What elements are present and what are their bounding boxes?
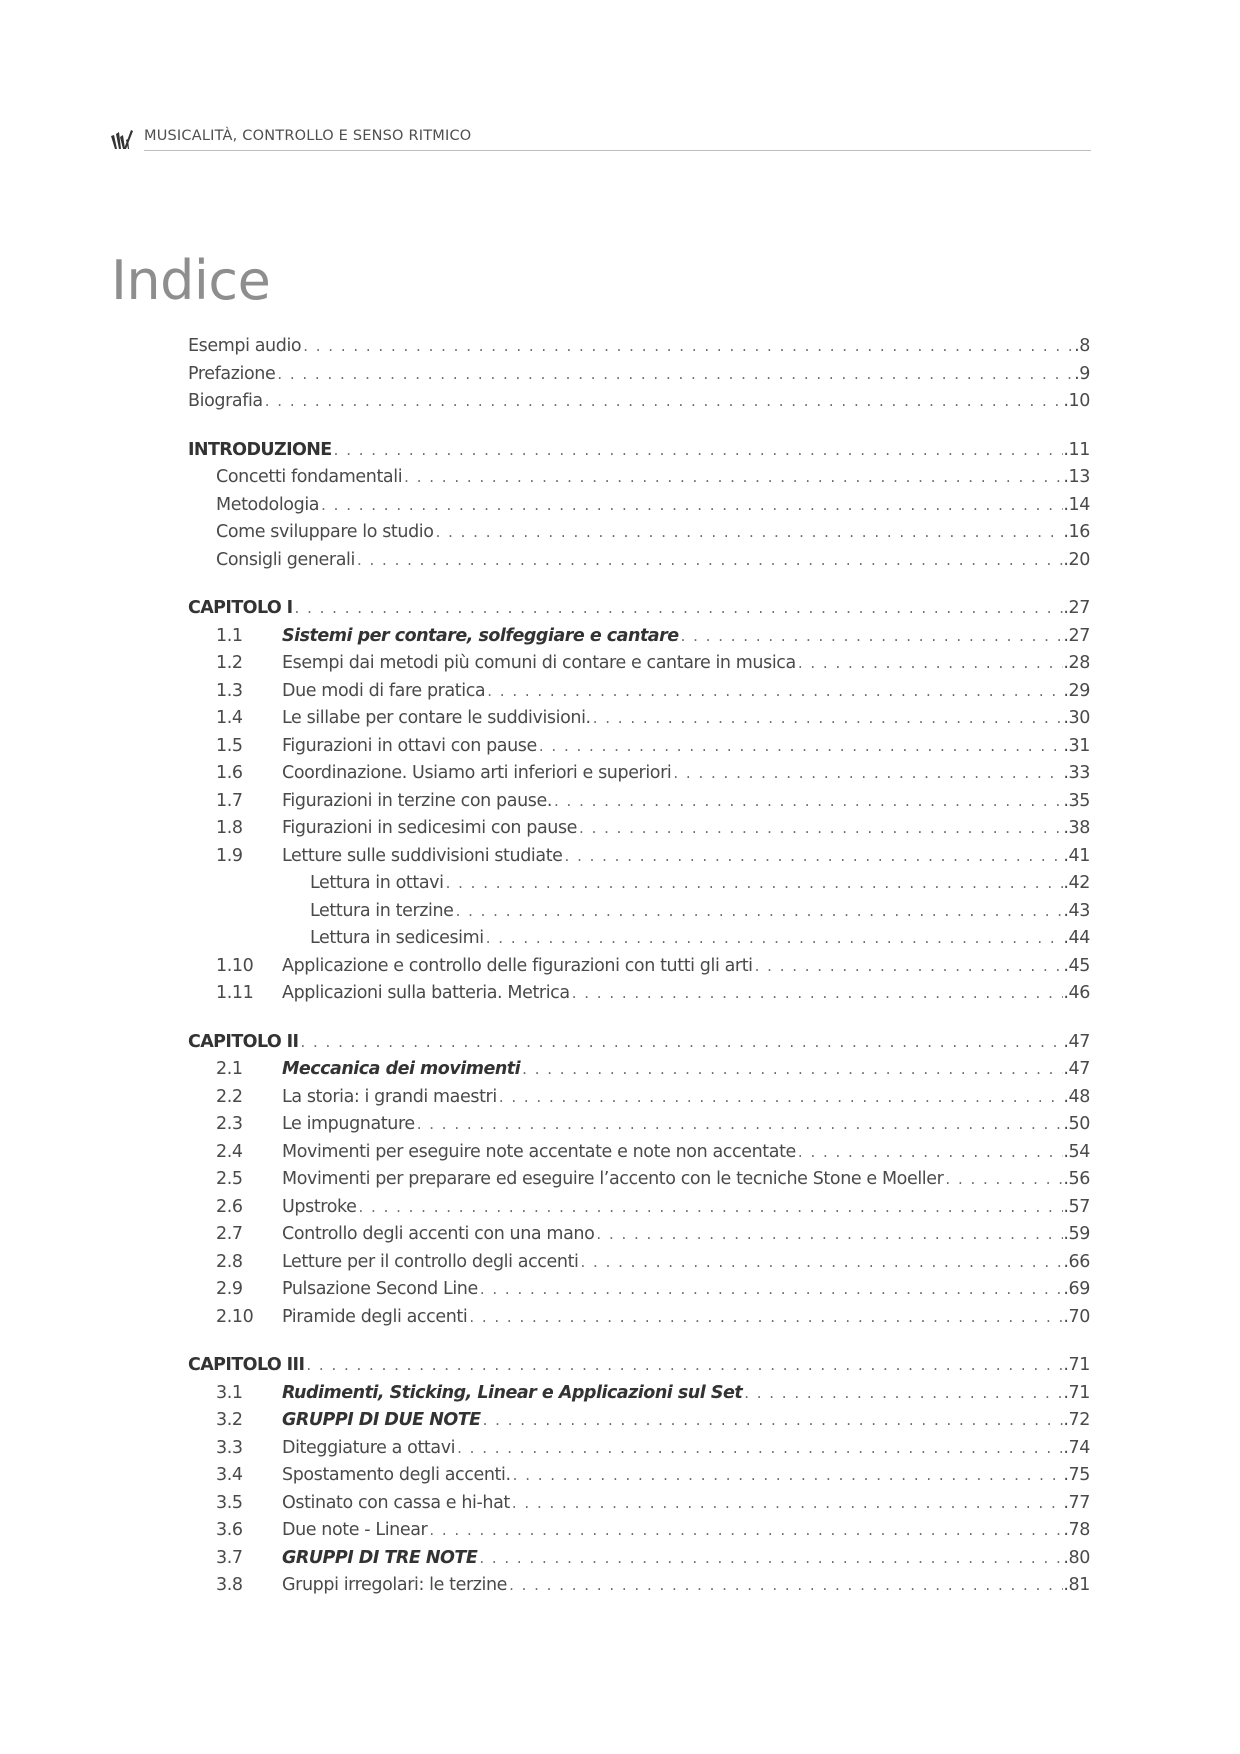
toc-entry-label: GRUPPI DI DUE NOTE — [282, 1410, 481, 1430]
toc-entry-label: Upstroke — [282, 1196, 357, 1217]
toc-dot-leader — [796, 1139, 1063, 1167]
toc-dot-leader — [427, 1517, 1063, 1545]
toc-chapter-row — [188, 595, 1090, 623]
toc-dot-leader — [481, 1407, 1064, 1435]
toc-entry-label: INTRODUZIONE — [188, 439, 332, 460]
toc-entry-row — [188, 547, 1090, 575]
toc-entry-row — [188, 843, 1090, 871]
toc-group — [188, 595, 1090, 1008]
toc-page-number: .42 — [1063, 873, 1090, 893]
toc-entry-label: Piramide degli accenti — [282, 1306, 468, 1327]
toc-entry-label: CAPITOLO II — [188, 1031, 299, 1052]
toc-dot-leader — [510, 1490, 1063, 1518]
toc-dot-leader — [485, 678, 1063, 706]
toc-entry-label: Biografia — [188, 391, 263, 411]
toc-page-number: .81 — [1063, 1575, 1090, 1595]
toc-entry-row — [188, 788, 1090, 816]
toc-entry-row — [188, 898, 1090, 926]
toc-page-number: .8 — [1074, 336, 1090, 356]
toc-dot-leader — [796, 650, 1064, 678]
toc-entry-row — [188, 760, 1090, 788]
toc-entry-label: Prefazione — [188, 363, 276, 384]
toc-entry-label: CAPITOLO III — [188, 1355, 305, 1375]
toc-page-number: .46 — [1063, 983, 1090, 1003]
toc-page-number: .56 — [1063, 1169, 1090, 1189]
toc-entry-row — [188, 1407, 1090, 1435]
toc-section-number: 1.4 — [216, 708, 243, 728]
toc-dot-leader — [301, 333, 1074, 361]
toc-page-number: .71 — [1063, 1355, 1090, 1375]
toc-section-number: 2.3 — [216, 1114, 243, 1134]
toc-entry-row — [188, 1139, 1090, 1167]
toc-section-number: 3.3 — [216, 1437, 243, 1458]
toc-page-number: .59 — [1063, 1224, 1090, 1244]
toc-section-number: 2.2 — [216, 1086, 243, 1107]
toc-section-number: 2.6 — [216, 1196, 243, 1217]
toc-entry-label: Due note - Linear — [282, 1520, 428, 1540]
toc-dot-leader — [355, 547, 1063, 575]
toc-entry-row — [188, 1490, 1090, 1518]
toc-page-number: .69 — [1063, 1279, 1090, 1299]
running-header — [111, 126, 1091, 152]
toc-dot-leader — [275, 361, 1074, 389]
toc-dot-leader — [415, 1111, 1064, 1139]
toc-section-number: 2.8 — [216, 1251, 243, 1272]
toc-section-number: 1.1 — [216, 625, 243, 646]
toc-entry-label: Figurazioni in sedicesimi con pause — [282, 818, 578, 838]
toc-section-number: 1.2 — [216, 653, 243, 673]
toc-dot-leader — [467, 1304, 1063, 1332]
toc-entry-row — [188, 1276, 1090, 1304]
toc-entry-row — [188, 1517, 1090, 1545]
toc-page-number: .14 — [1063, 494, 1090, 515]
toc-section-number: 2.9 — [216, 1279, 243, 1299]
toc-section-number: 3.6 — [216, 1520, 243, 1540]
toc-entry-label: Spostamento degli accenti. — [282, 1465, 511, 1485]
toc-entry-label: CAPITOLO I — [188, 598, 293, 618]
toc-entry-label: Movimenti per eseguire note accentate e note non accentate — [282, 1141, 796, 1162]
toc-section-number: 1.6 — [216, 763, 243, 783]
toc-entry-row — [188, 870, 1090, 898]
toc-section-number: 3.4 — [216, 1465, 243, 1485]
toc-dot-leader — [591, 705, 1064, 733]
toc-page-number: .70 — [1063, 1306, 1090, 1327]
toc-entry-label: Consigli generali — [216, 549, 355, 570]
toc-entry-label: Gruppi irregolari: le terzine — [282, 1575, 508, 1595]
toc-entry-row — [188, 388, 1090, 416]
toc-section-number: 3.1 — [216, 1382, 243, 1403]
toc-entry-label: Meccanica dei movimenti — [282, 1059, 521, 1079]
toc-dot-leader — [579, 1249, 1064, 1277]
toc-entry-row — [188, 1221, 1090, 1249]
toc-entry-row — [188, 1462, 1090, 1490]
toc-section-number: 3.7 — [216, 1547, 243, 1568]
toc-entry-label: Pulsazione Second Line — [282, 1279, 478, 1299]
toc-page-number: .28 — [1063, 653, 1090, 673]
toc-section-number: 2.7 — [216, 1224, 243, 1244]
toc-entry-row — [188, 1056, 1090, 1084]
toc-entry-label: Movimenti per preparare ed eseguire l’accento con le tecniche Stone e Moeller — [282, 1169, 944, 1189]
toc-dot-leader — [434, 519, 1064, 547]
running-title: MUSICALITÀ, CONTROLLO E SENSO RITMICO — [144, 128, 472, 144]
toc-page-number: .30 — [1063, 708, 1090, 728]
toc-page-number: .47 — [1063, 1059, 1090, 1079]
toc-page-number: .80 — [1063, 1547, 1090, 1568]
toc-section-number: 2.5 — [216, 1169, 243, 1189]
toc-dot-leader — [293, 595, 1064, 623]
page-title: Indice — [111, 249, 271, 313]
toc-group — [188, 1029, 1090, 1332]
toc-page-number: .75 — [1063, 1465, 1090, 1485]
toc-entry-label: Letture per il controllo degli accenti — [282, 1251, 579, 1272]
toc-page-number: .38 — [1063, 818, 1090, 838]
toc-dot-leader — [357, 1194, 1064, 1222]
toc-entry-row — [188, 1572, 1090, 1600]
toc-page-number: .35 — [1063, 790, 1090, 811]
toc-dot-leader — [455, 1435, 1063, 1463]
toc-entry-row — [188, 1194, 1090, 1222]
toc-page-number: .29 — [1063, 680, 1090, 701]
toc-entry-row — [188, 705, 1090, 733]
toc-entry-row — [188, 623, 1090, 651]
toc-page-number: .9 — [1074, 363, 1090, 384]
toc-entry-label: GRUPPI DI TRE NOTE — [282, 1547, 478, 1568]
toc-section-number: 1.11 — [216, 983, 254, 1003]
toc-page-number: .77 — [1063, 1492, 1090, 1513]
toc-entry-label: Figurazioni in ottavi con pause — [282, 735, 537, 756]
toc-entry-label: Rudimenti, Sticking, Linear e Applicazioni sul Set — [282, 1382, 743, 1403]
toc-entry-row — [188, 980, 1090, 1008]
toc-group — [188, 333, 1090, 416]
toc-entry-label: Esempi audio — [188, 336, 302, 356]
toc-dot-leader — [477, 1545, 1063, 1573]
toc-section-number: 1.8 — [216, 818, 243, 838]
toc-page-number: .66 — [1063, 1251, 1090, 1272]
toc-entry-row — [188, 1545, 1090, 1573]
toc-entry-row — [188, 650, 1090, 678]
toc-dot-leader — [537, 733, 1063, 761]
toc-dot-leader — [671, 760, 1063, 788]
toc-entry-label: Due modi di fare pratica — [282, 680, 486, 701]
toc-entry-label: Lettura in ottavi — [310, 873, 444, 893]
toc-page-number: .43 — [1063, 900, 1090, 921]
toc-page-number: .78 — [1063, 1520, 1090, 1540]
toc-dot-leader — [454, 898, 1064, 926]
toc-section-number: 1.3 — [216, 680, 243, 701]
toc-entry-row — [188, 1380, 1090, 1408]
toc-entry-row — [188, 464, 1090, 492]
toc-page-number: .44 — [1063, 928, 1090, 948]
toc-entry-label: Letture sulle suddivisioni studiate — [282, 845, 563, 866]
toc-page-number: .27 — [1063, 598, 1090, 618]
toc-page-number: .48 — [1063, 1086, 1090, 1107]
toc-entry-label: Concetti fondamentali — [216, 467, 403, 487]
toc-dot-leader — [304, 1352, 1063, 1380]
toc-dot-leader — [319, 492, 1063, 520]
toc-page-number: .11 — [1063, 439, 1090, 460]
toc-page-number: .20 — [1063, 549, 1090, 570]
toc-entry-row — [188, 1304, 1090, 1332]
toc-entry-label: La storia: i grandi maestri — [282, 1086, 497, 1107]
toc-dot-leader — [742, 1380, 1063, 1408]
toc-entry-row — [188, 519, 1090, 547]
header-rule — [144, 150, 1091, 151]
toc-group — [188, 1352, 1090, 1600]
toc-entry-row — [188, 678, 1090, 706]
toc-entry-label: Lettura in sedicesimi — [310, 928, 484, 948]
toc-page-number: .71 — [1063, 1382, 1090, 1403]
toc-dot-leader — [478, 1276, 1064, 1304]
toc-dot-leader — [402, 464, 1063, 492]
toc-dot-leader — [552, 788, 1063, 816]
toc-dot-leader — [570, 980, 1064, 1008]
toc-dot-leader — [507, 1572, 1063, 1600]
toc-page-number: .57 — [1063, 1196, 1090, 1217]
toc-section-number: 3.2 — [216, 1410, 243, 1430]
toc-entry-label: Applicazione e controllo delle figurazioni con tutti gli arti — [282, 955, 753, 976]
toc-dot-leader — [943, 1166, 1063, 1194]
toc-page-number: .50 — [1063, 1114, 1090, 1134]
toc-group — [188, 437, 1090, 575]
toc-entry-label: Controllo degli accenti con una mano — [282, 1224, 595, 1244]
toc-entry-row — [188, 953, 1090, 981]
toc-chapter-row — [188, 1352, 1090, 1380]
toc-section-number: 3.5 — [216, 1492, 243, 1513]
toc-dot-leader — [520, 1056, 1063, 1084]
toc-dot-leader — [497, 1084, 1064, 1112]
toc-dot-leader — [332, 437, 1064, 465]
toc-entry-label: Esempi dai metodi più comuni di contare e cantare in musica — [282, 653, 796, 673]
toc-entry-row — [188, 1084, 1090, 1112]
toc-entry-label: Sistemi per contare, solfeggiare e cantare — [282, 625, 679, 646]
toc-entry-row — [188, 1435, 1090, 1463]
toc-page-number: .10 — [1063, 391, 1090, 411]
toc-entry-row — [188, 1166, 1090, 1194]
toc-page-number: .33 — [1063, 763, 1090, 783]
toc-entry-label: Come sviluppare lo studio — [216, 522, 434, 542]
toc-dot-leader — [263, 388, 1064, 416]
toc-entry-row — [188, 361, 1090, 389]
toc-section-number: 1.9 — [216, 845, 243, 866]
toc-page-number: .13 — [1063, 467, 1090, 487]
toc-entry-row — [188, 925, 1090, 953]
toc-section-number: 2.10 — [216, 1306, 254, 1327]
toc-section-number: 1.5 — [216, 735, 243, 756]
toc-page-number: .72 — [1063, 1410, 1090, 1430]
toc-dot-leader — [577, 815, 1063, 843]
toc-section-number: 1.10 — [216, 955, 254, 976]
toc-dot-leader — [511, 1462, 1064, 1490]
toc-entry-label: Applicazioni sulla batteria. Metrica — [282, 983, 570, 1003]
brush-strokes-logo-icon — [111, 128, 134, 150]
toc-section-number: 3.8 — [216, 1575, 243, 1595]
toc-entry-row — [188, 333, 1090, 361]
toc-entry-row — [188, 733, 1090, 761]
toc-entry-label: Le sillabe per contare le suddivisioni. — [282, 708, 591, 728]
toc-dot-leader — [444, 870, 1064, 898]
toc-entry-label: Le impugnature — [282, 1114, 415, 1134]
toc-page-number: .27 — [1063, 625, 1090, 646]
toc-dot-leader — [298, 1029, 1063, 1057]
toc-dot-leader — [484, 925, 1064, 953]
toc-dot-leader — [594, 1221, 1063, 1249]
toc-page-number: .47 — [1063, 1031, 1090, 1052]
toc-entry-label: Ostinato con cassa e hi-hat — [282, 1492, 510, 1513]
toc-entry-label: Lettura in terzine — [310, 900, 454, 921]
toc-section-number: 2.4 — [216, 1141, 243, 1162]
table-of-contents — [188, 333, 1090, 1600]
toc-chapter-row — [188, 437, 1090, 465]
toc-entry-label: Coordinazione. Usiamo arti inferiori e superiori — [282, 763, 672, 783]
toc-page-number: .74 — [1063, 1437, 1090, 1458]
toc-entry-label: Diteggiature a ottavi — [282, 1437, 456, 1458]
toc-page-number: .16 — [1063, 522, 1090, 542]
toc-entry-row — [188, 1249, 1090, 1277]
toc-entry-label: Metodologia — [216, 494, 320, 515]
toc-section-number: 1.7 — [216, 790, 243, 811]
toc-entry-row — [188, 815, 1090, 843]
toc-dot-leader — [753, 953, 1064, 981]
toc-page-number: .45 — [1063, 955, 1090, 976]
toc-entry-row — [188, 492, 1090, 520]
toc-dot-leader — [563, 843, 1064, 871]
toc-entry-label: Figurazioni in terzine con pause. — [282, 790, 553, 811]
toc-page-number: .41 — [1063, 845, 1090, 866]
toc-page-number: .31 — [1063, 735, 1090, 756]
toc-dot-leader — [679, 623, 1064, 651]
toc-chapter-row — [188, 1029, 1090, 1057]
toc-entry-row — [188, 1111, 1090, 1139]
toc-page-number: .54 — [1063, 1141, 1090, 1162]
toc-section-number: 2.1 — [216, 1059, 243, 1079]
